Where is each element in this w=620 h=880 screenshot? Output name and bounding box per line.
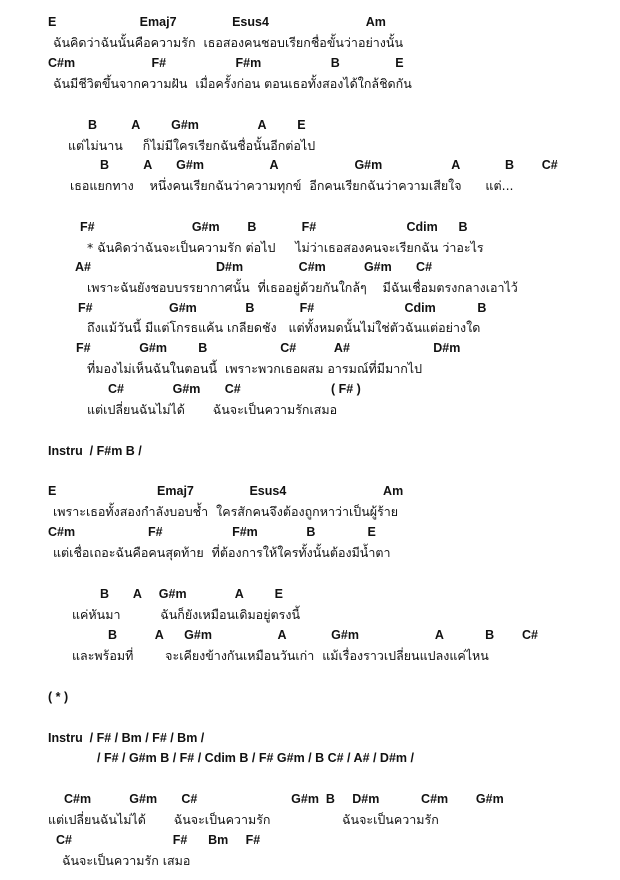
lyric-line: แต่เชื่อเถอะฉันคือคนสุดท้าย ที่ต้องการให้ใครทั้งนั้นต้องมีน้ำตา [53, 545, 391, 560]
chord-line: B A G#m A G#m A B C# [100, 158, 558, 172]
lyric-line: ถึงแม้วันนี้ มีแต่โกรธแค้น เกลียดชัง แต่ทั้งหมดนั้นไม่ใช่ตัวฉันแต่อย่างใด [87, 320, 481, 335]
lyric-line: เพราะเธอทั้งสองกำลังบอบช้ำ ใครสักคนจึงต้องถูกหาว่าเป็นผู้ร้าย [53, 504, 399, 519]
section-line: ( * ) [48, 690, 69, 704]
lyric-line: แต่เปลี่ยนฉันไม่ได้ ฉันจะเป็นความรัก ฉันจะเป็นความรัก [48, 812, 439, 827]
chord-line: F# G#m B F# Cdim B [78, 301, 487, 315]
section-line: / F# / G#m B / F# / Cdim B / F# G#m / B C# / A# / D#m / [97, 751, 414, 765]
chord-line: F# G#m B C# A# D#m [76, 341, 461, 355]
lyric-line: แต่เปลี่ยนฉันไม่ได้ ฉันจะเป็นความรักเสมอ [87, 402, 338, 417]
chord-line: C# F# Bm F# [56, 833, 261, 847]
section-line: Instru / F#m B / [48, 444, 142, 458]
lyric-line: เพราะฉันยังชอบบรรยากาศนั้น ที่เธออยู่ด้วยกันใกล้ๆ มีฉันเชื่อมตรงกลางเอาไว้ [87, 280, 518, 295]
chord-line: C# G#m C# ( F# ) [108, 382, 361, 396]
lyric-line: ที่มองไม่เห็นฉันในตอนนี้ เพราะพวกเธอผสม อารมณ์ที่มีมากไป [87, 361, 423, 376]
lyric-line: และพร้อมที่ จะเคียงข้างกันเหมือนวันเก่า แม้เรื่องราวเปลี่ยนแปลงแค่ไหน [72, 648, 489, 663]
chord-line: C#m F# F#m B E [48, 525, 376, 539]
chord-line: F# G#m B F# Cdim B [80, 220, 468, 234]
chord-line: E Emaj7 Esus4 Am [48, 484, 404, 498]
lyric-line: ฉันมีชีวิตขึ้นจากความฝัน เมื่อครั้งก่อน ตอนเธอทั้งสองได้ใกล้ชิดกัน [53, 76, 412, 91]
lyric-line: ฉันคิดว่าฉันนั้นคือความรัก เธอสองคนชอบเรียกชื่อขั้นว่าอย่างนั้น [53, 35, 403, 50]
chord-line: B A G#m A G#m A B C# [108, 628, 538, 642]
lyric-line: ฉันจะเป็นความรัก เสมอ [62, 853, 191, 868]
lyric-line: แค่หันมา ฉันก็ยังเหมือนเดิมอยู่ตรงนี้ [72, 607, 300, 622]
lyric-line: * ฉันคิดว่าฉันจะเป็นความรัก ต่อไป ไม่ว่าเธอสองคนจะเรียกฉัน ว่าอะไร [87, 240, 484, 255]
chord-line: B A G#m A E [100, 587, 283, 601]
chord-line: C#m G#m C# G#m B D#m C#m G#m [64, 792, 504, 806]
lyric-line: แต่ไม่นาน ก็ไม่มีใครเรียกฉันชื่อนั้นอีกต่อไป [68, 138, 316, 153]
lyric-line: เธอแยกทาง หนึ่งคนเรียกฉันว่าความทุกข์ อีกคนเรียกฉันว่าความเสียใจ แต่... [70, 178, 514, 193]
chord-line: B A G#m A E [88, 118, 306, 132]
chord-line: C#m F# F#m B E [48, 56, 404, 70]
section-line: Instru / F# / Bm / F# / Bm / [48, 731, 205, 745]
chord-line: A# D#m C#m G#m C# [75, 260, 433, 274]
chord-line: E Emaj7 Esus4 Am [48, 15, 386, 29]
